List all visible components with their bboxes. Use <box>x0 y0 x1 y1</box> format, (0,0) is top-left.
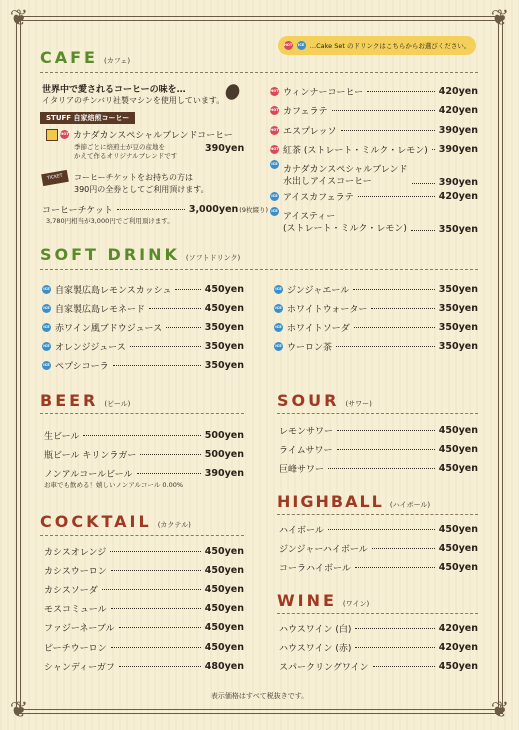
ice-icon: ICE <box>274 323 283 332</box>
leader-dots <box>355 567 435 568</box>
wine-subtitle: (ワイン) <box>342 600 370 608</box>
leader-dots <box>111 647 201 648</box>
menu-item-price: 450yen <box>438 542 478 554</box>
hot-icon: HOT <box>270 87 279 96</box>
cake-set-banner <box>278 36 476 55</box>
highball-subtitle: (ハイボール) <box>389 501 431 509</box>
menu-item-row <box>270 82 478 100</box>
blend-row <box>60 128 233 141</box>
blend-name: カナダカンスペシャルブレンドコーヒー <box>73 131 233 141</box>
menu-item-price: 350yen <box>438 340 478 352</box>
ice-icon: ICE <box>270 207 279 216</box>
cafe-title <box>40 48 130 67</box>
cocktail-subtitle: (カクテル) <box>157 521 191 529</box>
menu-item-row <box>42 299 244 317</box>
menu-item-price: 420yen <box>438 641 478 653</box>
menu-item-row <box>42 356 244 374</box>
menu-item-price: 350yen <box>204 359 244 371</box>
sour-title-text: SOUR <box>277 391 340 410</box>
menu-item-price: 450yen <box>438 443 478 455</box>
menu-item-name: アイスカフェラテ <box>283 193 354 203</box>
soft-drink-title-text: SOFT DRINK <box>40 245 180 264</box>
ice-icon: ICE <box>274 285 283 294</box>
soft-drink-subtitle: (ソフトドリンク) <box>185 254 241 262</box>
menu-item-price: 450yen <box>438 462 478 474</box>
menu-item-row <box>42 280 244 298</box>
menu-item-name <box>283 211 407 235</box>
menu-item-price: 350yen <box>204 321 244 333</box>
menu-item-row <box>279 558 478 576</box>
leader-dots <box>367 91 435 92</box>
leader-dots <box>372 548 435 549</box>
menu-item-name: 赤ワイン風ブドウジュース <box>55 323 163 334</box>
leader-dots <box>102 589 201 590</box>
menu-item-price: 420yen <box>438 191 478 202</box>
leader-dots <box>358 196 435 197</box>
leader-dots <box>175 289 200 290</box>
beer-title <box>40 391 130 410</box>
menu-item-name: シャンディーガフ <box>44 662 115 673</box>
soft-drink-rule <box>40 269 478 270</box>
ticket-icon: TICKET <box>41 170 69 186</box>
tax-note: 表示価格はすべて税抜きです。 <box>210 692 309 700</box>
menu-item-name: ペプシコーラ <box>55 361 109 372</box>
leader-dots <box>337 430 435 431</box>
menu-item-price: 450yen <box>204 564 244 576</box>
ice-icon: ICE <box>42 342 51 351</box>
menu-item-row <box>279 520 478 538</box>
menu-item-price: 450yen <box>438 561 478 573</box>
menu-item-row <box>279 657 478 675</box>
menu-item-row <box>44 445 244 463</box>
menu-item-name: カフェラテ <box>283 107 328 117</box>
ticket-note: コーヒーチケットをお持ちの方は <box>74 173 193 182</box>
menu-item-row <box>44 657 244 675</box>
ice-icon: ICE <box>297 41 306 50</box>
leader-dots <box>83 435 200 436</box>
hot-icon: HOT <box>270 106 279 115</box>
menu-item-name: カシスオレンジ <box>44 547 107 558</box>
menu-item-price: 390yen <box>438 124 478 136</box>
menu-item-row <box>270 188 478 206</box>
menu-item-price: 350yen <box>438 302 478 314</box>
leader-dots <box>119 627 201 628</box>
menu-item-price: 450yen <box>204 583 244 595</box>
menu-item-name: ハウスワイン (赤) <box>279 643 352 654</box>
ticket-price: 3,000yen <box>188 203 239 215</box>
menu-item-price: 420yen <box>438 105 478 116</box>
menu-item-row <box>279 459 478 477</box>
menu-item-row <box>274 280 478 298</box>
wine-title-text: WINE <box>277 591 337 610</box>
menu-item-row <box>44 426 244 444</box>
cafe-title-text: CAFE <box>40 48 98 67</box>
menu-item-price: 420yen <box>438 85 478 97</box>
menu-item-row <box>279 539 478 557</box>
menu-item-price: 450yen <box>438 424 478 436</box>
menu-item-name: 紅茶 (ストレート・ミルク・レモン) <box>283 146 428 156</box>
menu-item-price: 390yen <box>204 467 244 479</box>
menu-item-row <box>42 337 244 355</box>
corner-ornament-icon: ❦ <box>490 698 510 723</box>
leader-dots <box>337 449 435 450</box>
leader-dots <box>373 666 435 667</box>
menu-item-name-line: (ストレート・ミルク・レモン) <box>283 224 407 234</box>
leader-dots <box>110 551 200 552</box>
corner-ornament-icon: ❦ <box>9 6 29 31</box>
menu-item-name: 自家製広島レモンスカッシュ <box>55 285 172 296</box>
menu-item-name: モスコミュール <box>44 605 107 616</box>
leader-dots <box>354 327 435 328</box>
soft-drink-title <box>40 245 240 264</box>
menu-item-price: 450yen <box>204 283 244 295</box>
leader-dots <box>332 110 435 111</box>
menu-item-price: 450yen <box>204 622 244 634</box>
menu-item-price: 350yen <box>204 340 244 352</box>
menu-item-name: ファジーネーブル <box>44 624 115 635</box>
menu-item-name: オレンジジュース <box>55 342 126 353</box>
cafe-subtitle: (カフェ) <box>103 57 131 65</box>
menu-item-name: ピーチウーロン <box>44 643 107 654</box>
cocktail-title-text: COCKTAIL <box>40 512 152 531</box>
bag-icon <box>46 129 58 141</box>
highball-title <box>277 492 430 511</box>
leader-dots <box>166 327 201 328</box>
menu-item-price: 500yen <box>204 429 244 441</box>
corner-ornament-icon: ❦ <box>490 6 510 31</box>
hot-icon: HOT <box>60 130 69 139</box>
menu-item-name: コーラハイボール <box>279 563 351 574</box>
menu-item-price: 450yen <box>204 641 244 653</box>
leader-dots <box>137 473 201 474</box>
ice-icon: ICE <box>42 304 51 313</box>
menu-item-name: ハウスワイン (白) <box>279 624 352 635</box>
menu-item-price: 480yen <box>204 660 244 672</box>
menu-item-row <box>44 580 244 598</box>
cocktail-rule <box>40 535 244 536</box>
cafe-catch-sub: イタリアのチンバリ社製マシンを使用しています。 <box>42 96 225 105</box>
cafe-catch: 世界中で愛されるコーヒーの味を… <box>42 85 186 95</box>
hot-icon: HOT <box>284 41 293 50</box>
leader-dots <box>411 230 435 231</box>
menu-item-name-line: 水出しアイスコーヒー <box>283 177 372 187</box>
menu-item-row <box>274 318 478 336</box>
sour-title <box>277 391 372 410</box>
leader-dots <box>336 346 435 347</box>
corner-ornament-icon: ❦ <box>9 698 29 723</box>
menu-item-row <box>270 141 478 159</box>
menu-item-row <box>279 440 478 458</box>
ice-icon: ICE <box>42 285 51 294</box>
ticket-sub: 3,780円相当が3,000円でご利用頂けます。 <box>46 217 174 225</box>
menu-item-price: 450yen <box>204 545 244 557</box>
menu-item-row <box>44 600 244 618</box>
stuff-tag: STUFF 自家焙煎コーヒー <box>40 112 135 124</box>
menu-item-price: 390yen <box>438 177 478 188</box>
ice-icon: ICE <box>42 323 51 332</box>
beer-note: お車でも飲める！嬉しいノンアルコール 0.00% <box>44 481 184 489</box>
banner-text: …Cake Set のドリンクはこちらからお選びください。 <box>309 42 471 50</box>
menu-item-name-line: カナダカンスペシャルブレンド <box>283 165 408 175</box>
blend-price: 390yen <box>205 143 245 154</box>
leader-dots <box>111 608 201 609</box>
cocktail-title <box>40 512 191 531</box>
menu-item-name: ホワイトソーダ <box>287 323 350 334</box>
leader-dots <box>130 346 201 347</box>
menu-item-name: ホワイトウォーター <box>287 304 368 315</box>
leader-dots <box>412 183 435 184</box>
menu-item-row <box>270 207 478 235</box>
leader-dots <box>111 570 201 571</box>
menu-item-price: 500yen <box>204 448 244 460</box>
leader-dots <box>119 666 201 667</box>
ice-icon: ICE <box>270 192 279 201</box>
beer-title-text: BEER <box>40 391 99 410</box>
menu-item-name <box>283 164 408 188</box>
leader-dots <box>341 130 435 131</box>
menu-item-name: ノンアルコールビール <box>44 469 133 480</box>
menu-item-price: 350yen <box>438 283 478 295</box>
menu-item-row <box>274 337 478 355</box>
menu-item-row <box>44 619 244 637</box>
menu-item-price: 450yen <box>438 660 478 672</box>
ticket-count: (9枚綴り) <box>239 205 268 214</box>
menu-item-row <box>44 542 244 560</box>
menu-item-name: ジンジャエール <box>287 285 350 296</box>
menu-item-row <box>270 121 478 139</box>
menu-item-row <box>270 102 478 120</box>
leader-dots <box>355 647 434 648</box>
leader-dots <box>371 308 434 309</box>
menu-item-row <box>44 638 244 656</box>
wine-rule <box>277 613 478 614</box>
menu-item-name-line: アイスティー <box>283 212 336 222</box>
menu-item-row <box>274 299 478 317</box>
menu-item-name: エスプレッソ <box>283 126 337 137</box>
leader-dots <box>328 529 435 530</box>
menu-item-price: 350yen <box>438 321 478 333</box>
menu-item-row <box>42 318 244 336</box>
beer-subtitle: (ビール) <box>104 400 131 408</box>
menu-item-name: ハイボール <box>279 525 324 536</box>
menu-item-name: カシスソーダ <box>44 585 98 596</box>
menu-item-name: 巨峰サワー <box>279 464 325 475</box>
menu-item-price: 420yen <box>438 622 478 634</box>
menu-item-price: 350yen <box>438 224 478 235</box>
menu-item-row <box>279 638 478 656</box>
leader-dots <box>328 468 435 469</box>
blend-note: 季節ごとに焙煎士が豆の産地を <box>74 143 165 151</box>
menu-item-price: 450yen <box>204 603 244 615</box>
hot-icon: HOT <box>270 145 279 154</box>
leader-dots <box>432 149 435 150</box>
cafe-rule <box>40 72 478 73</box>
ice-icon: ICE <box>274 304 283 313</box>
menu-item-price: 390yen <box>438 144 478 155</box>
leader-dots <box>149 308 201 309</box>
menu-item-name: レモンサワー <box>279 426 334 437</box>
menu-item-row <box>279 421 478 439</box>
blend-note: かえて作るオリジナルブレンドです <box>74 152 178 160</box>
ice-icon: ICE <box>274 342 283 351</box>
sour-subtitle: (サワー) <box>345 400 372 408</box>
menu-item-name: ウーロン茶 <box>287 342 333 353</box>
beer-rule <box>40 413 244 414</box>
leader-dots <box>113 365 201 366</box>
leader-dots <box>355 628 434 629</box>
ice-icon: ICE <box>42 361 51 370</box>
menu-item-row <box>270 160 478 188</box>
ticket-note: 390円の全券としてご利用頂けます。 <box>74 185 209 194</box>
menu-item-name: スパークリングワイン <box>279 662 369 673</box>
menu-item-name: ウィンナーコーヒー <box>283 87 364 98</box>
menu-item-row <box>279 619 478 637</box>
highball-title-text: HIGHBALL <box>277 492 384 511</box>
menu-item-name: 瓶ビール キリンラガー <box>44 450 137 461</box>
menu-item-price: 450yen <box>438 523 478 535</box>
leader-dots <box>117 209 185 210</box>
leader-dots <box>353 289 435 290</box>
menu-item-row <box>44 561 244 579</box>
menu-item-name: カシスウーロン <box>44 566 107 577</box>
menu-item-name: ライムサワー <box>279 445 333 456</box>
wine-title <box>277 591 369 610</box>
menu-item-name: ジンジャーハイボール <box>279 544 368 555</box>
ticket-name: コーヒーチケット <box>42 205 113 216</box>
menu-item-name: 生ビール <box>44 431 80 442</box>
highball-rule <box>277 514 478 515</box>
ice-icon: ICE <box>270 160 279 169</box>
hot-icon: HOT <box>270 126 279 135</box>
menu-item-price: 450yen <box>204 302 244 314</box>
sour-rule <box>277 413 478 414</box>
menu-item-name: 自家製広島レモネード <box>55 304 146 315</box>
leader-dots <box>140 454 200 455</box>
